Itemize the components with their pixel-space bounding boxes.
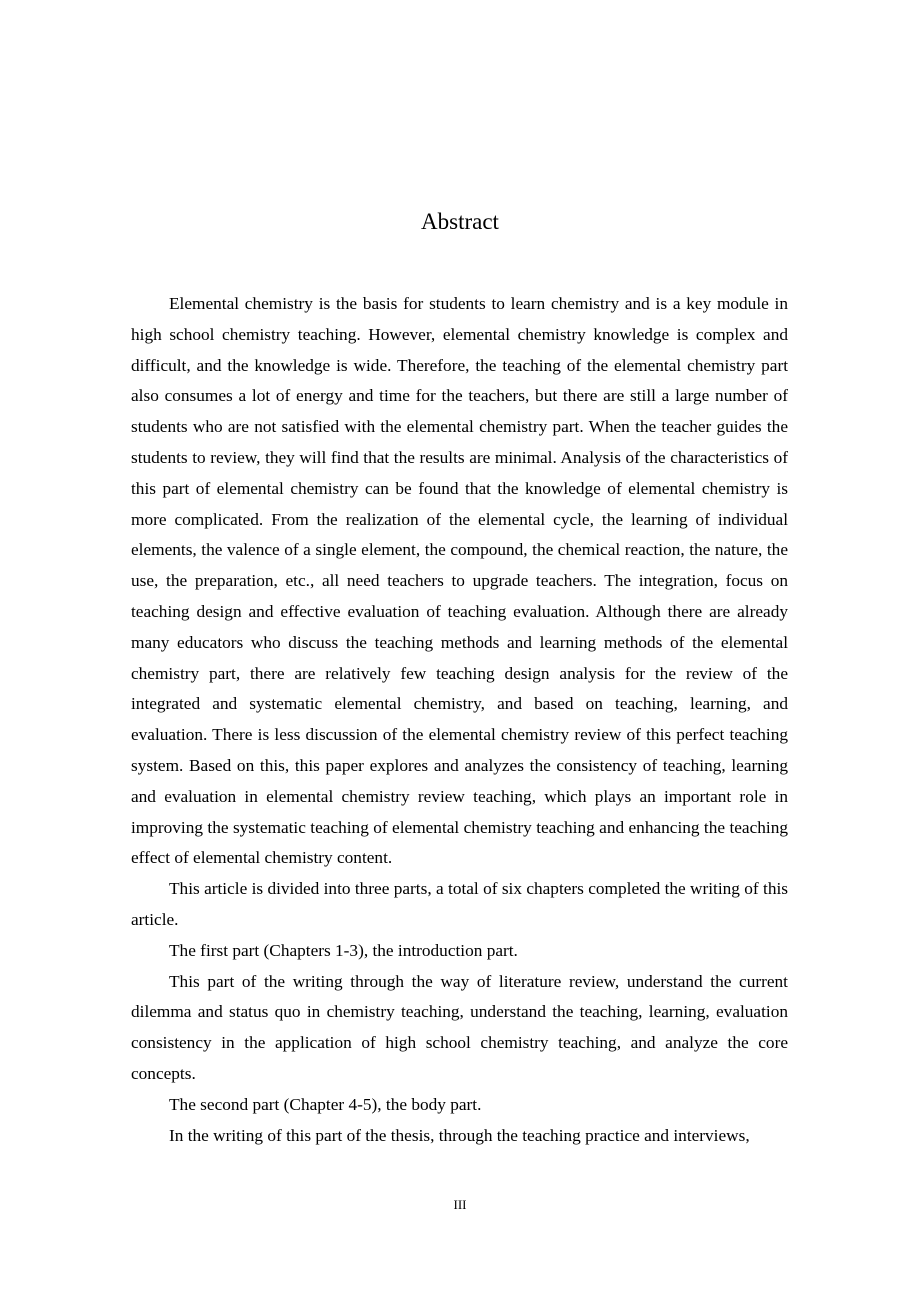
abstract-body [131, 289, 788, 1151]
paragraph: The first part (Chapters 1-3), the introduction part. [169, 940, 518, 960]
paragraph: This part of the writing through the way of literature review, understand the current dilemma and status quo in chemistry teaching, understand the teaching, learning, evaluation consistency in the application of high school chemistry teaching, and analyze the core concepts. [131, 971, 788, 1083]
paragraph: This article is divided into three parts, a total of six chapters completed the writing of this article. [131, 879, 788, 929]
page-number: III [453, 1197, 467, 1212]
paragraph: The second part (Chapter 4-5), the body part. [169, 1094, 482, 1114]
paragraph: In the writing of this part of the thesis, through the teaching practice and interviews, [169, 1125, 750, 1145]
page-title: Abstract [421, 209, 499, 234]
paragraph: Elemental chemistry is the basis for students to learn chemistry and is a key module in high school chemistry teaching. However, elemental chemistry knowledge is complex and difficult, and the knowledge is wide. Therefore, the teaching of the elemental chemistry part also consumes a lot of energy and time for the teachers, but there are still a large number of students who are not satisfied with the elemental chemistry part. When the teacher guides the students to review, they will find that the results are minimal. Analysis of the characteristics of this part of elemental chemistry can be found that the knowledge of elemental chemistry is more complicated. From the realization of the elemental cycle, the learning of individual elements, the valence of a single element, the compound, the chemical reaction, the nature, the use, the preparation, etc., all need teachers to upgrade teachers. The integration, focus on teaching design and effective evaluation of teaching evaluation. Although there are already many educators who discuss the teaching methods and learning methods of the elemental chemistry part, there are relatively few teaching design analysis for the review of the integrated and systematic elemental chemistry, and based on teaching, learning, and evaluation. There is less discussion of the elemental chemistry review of this perfect teaching system. Based on this, this paper explores and analyzes the consistency of teaching, learning and evaluation in elemental chemistry review teaching, which plays an important role in improving the systematic teaching of elemental chemistry teaching and enhancing the teaching effect of elemental chemistry content. [131, 294, 788, 868]
